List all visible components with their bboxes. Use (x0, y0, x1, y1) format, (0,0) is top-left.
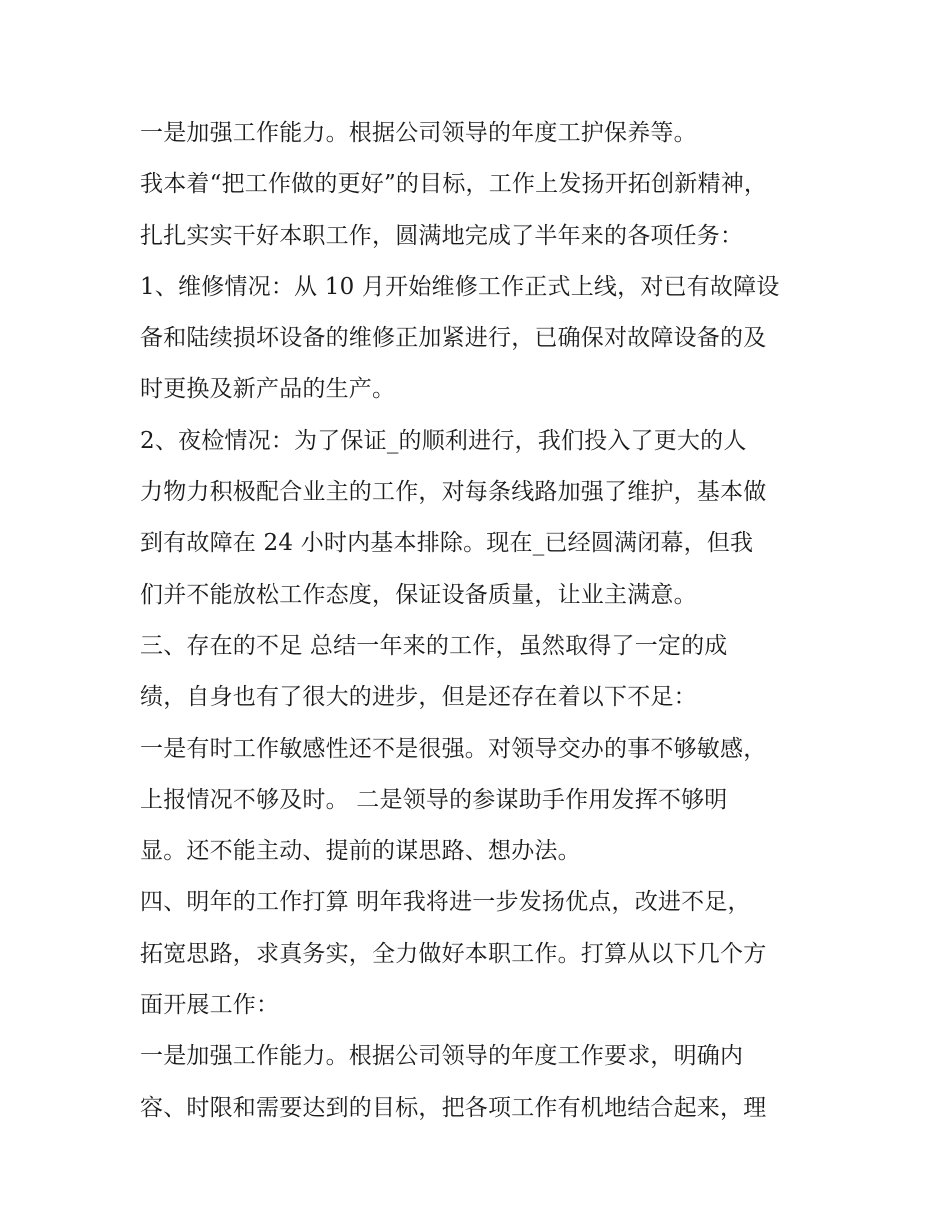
text-line: 绩，自身也有了很大的进步，但是还存在着以下不足： (140, 684, 697, 711)
text-line: 上报情况不够及时。 二是领导的参谋助手作用发挥不够明 (140, 786, 728, 813)
text-line: 2、夜检情况：为了保证_的顺利进行，我们投入了更大的人 (140, 427, 747, 454)
text-line: 备和陆续损坏设备的维修正加紧进行，已确保对故障设备的及 (140, 325, 767, 352)
text-line: 容、时限和需要达到的目标，把各项工作有机地结合起来，理 (140, 1094, 767, 1121)
text-line: 到有故障在 24 小时内基本排除。现在_已经圆满闭幕，但我 (140, 530, 754, 557)
text-line: 三、存在的不足 总结一年来的工作，虽然取得了一定的成 (140, 632, 728, 659)
text-line: 一是有时工作敏感性还不是很强。对领导交办的事不够敏感， (140, 735, 767, 762)
text-line: 力物力积极配合业主的工作，对每条线路加强了维护，基本做 (140, 479, 767, 506)
text-line: 四、明年的工作打算 明年我将进一步发扬优点，改进不足， (140, 889, 751, 916)
text-line: 一是加强工作能力。根据公司领导的年度工作要求，明确内 (140, 1043, 744, 1070)
text-line: 拓宽思路，求真务实，全力做好本职工作。打算从以下几个方 (140, 940, 767, 967)
text-line: 一是加强工作能力。根据公司领导的年度工护保养等。 (140, 120, 697, 146)
text-line: 我本着“把工作做的更好”的目标，工作上发扬开拓创新精神， (140, 171, 768, 198)
text-line: 显。还不能主动、提前的谋思路、想办法。 (140, 838, 581, 865)
text-line: 面开展工作： (140, 992, 280, 1019)
text-line: 时更换及新产品的生产。 (140, 376, 396, 403)
document-body (140, 108, 820, 1134)
text-line: 们并不能放松工作态度，保证设备质量，让业主满意。 (140, 581, 697, 608)
text-line: 1、维修情况：从 10 月开始维修工作正式上线，对已有故障设 (140, 273, 780, 300)
text-line: 扎扎实实干好本职工作，圆满地完成了半年来的各项任务： (140, 222, 744, 249)
